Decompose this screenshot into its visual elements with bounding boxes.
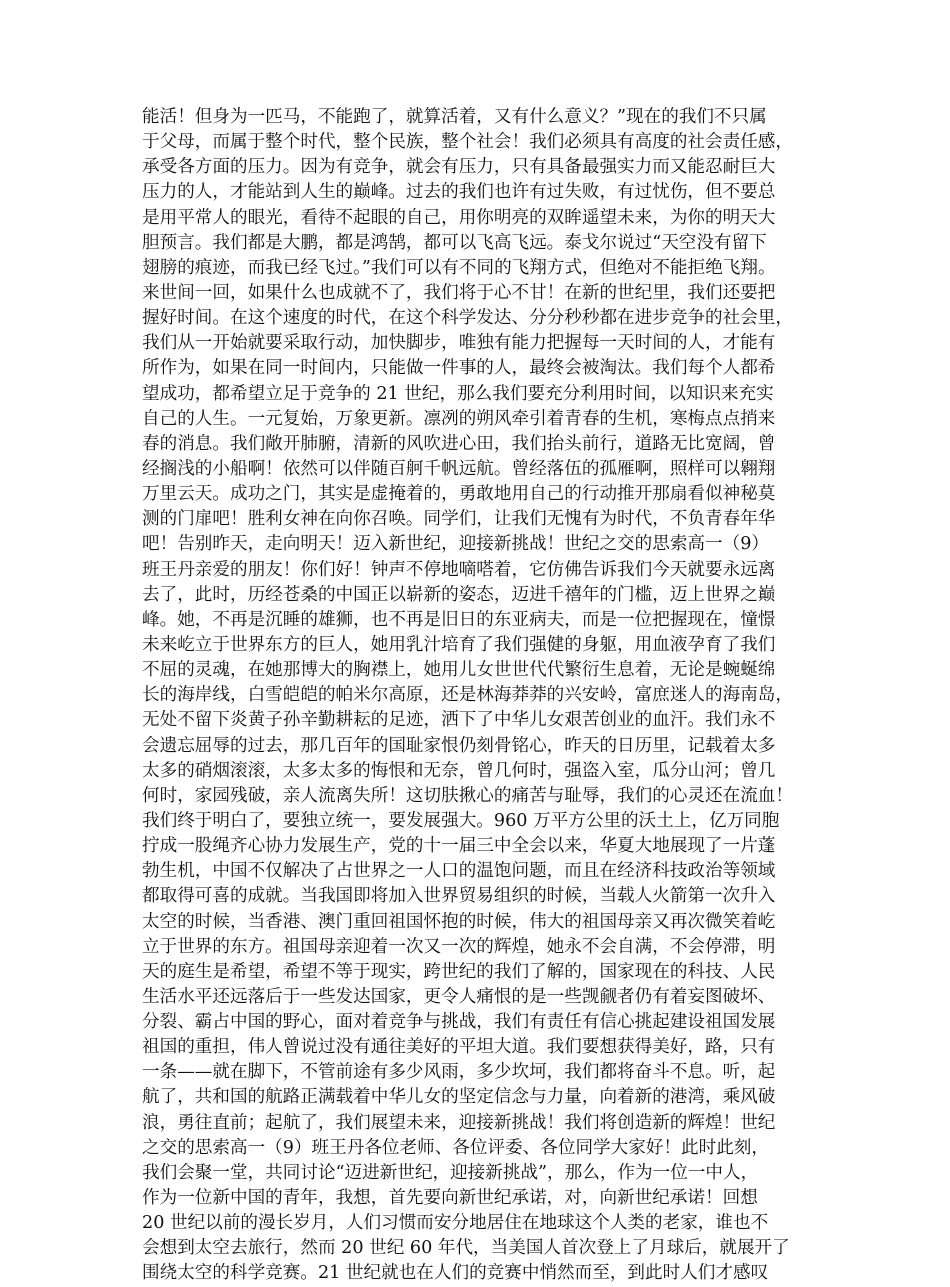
text-line: 吧！告别昨天，走向明天！迈入新世纪，迎接新挑战！世纪之交的思索高一（9） (142, 534, 769, 555)
text-line: 祖国的重担，伟人曾说过没有通往美好的平坦大道。我们要想获得美好，路，只有 (142, 1037, 776, 1058)
text-line: 压力的人，才能站到人生的巅峰。过去的我们也许有过失败，有过忧伤，但不要总 (142, 182, 776, 203)
text-line: 作为一位新中国的青年，我想，首先要向新世纪承诺，对，向新世纪承诺！回想 (142, 1188, 758, 1209)
text-line: 会想到太空去旅行，然而 20 世纪 60 年代，当美国人首次登上了月球后，就展开了 (142, 1238, 790, 1259)
text-line: 立于世界的东方。祖国母亲迎着一次又一次的辉煌，她永不会自满，不会停滞，明 (142, 936, 776, 957)
text-line: 不屈的灵魂，在她那博大的胸襟上，她用儿女世世代代繁衍生息着，无论是蜿蜒绵 (142, 660, 776, 681)
text-line: 长的海岸线，白雪皑皑的帕米尔高原，还是林海莽莽的兴安岭，富庶迷人的海南岛， (142, 685, 793, 706)
text-line: 航了，共和国的航路正满载着中华儿女的坚定信念与力量，向着新的港湾，乘风破 (142, 1087, 776, 1108)
text-line: 分裂、霸占中国的野心，面对着竞争与挑战，我们有责任有信心挑起建设祖国发展 (142, 1012, 776, 1033)
text-line: 会遗忘屈辱的过去，那几百年的国耻家恨仍刻骨铭心，昨天的日历里，记载着太多 (142, 735, 776, 756)
text-line: 之交的思索高一（9）班王丹各位老师、各位评委、各位同学大家好！此时此刻， (142, 1137, 769, 1158)
text-line: 自己的人生。一元复始，万象更新。凛冽的朔风牵引着青春的生机，寒梅点点捎来 (142, 408, 776, 429)
text-line: 能活！但身为一匹马，不能跑了，就算活着，又有什么意义？”现在的我们不只属 (142, 107, 767, 127)
text-line: 生活水平还远落后于一些发达国家，更令人痛恨的是一些觊觎者仍有着妄图破坏、 (142, 986, 776, 1007)
text-line: 经搁浅的小船啊！依然可以伴随百舸千帆远航。曾经落伍的孤雁啊，照样可以翱翔 (142, 458, 776, 479)
text-line: 一条——就在脚下，不管前途有多少风雨，多少坎坷，我们都将奋斗不息。听，起 (142, 1062, 776, 1083)
text-line: 都取得可喜的成就。当我国即将加入世界贸易组织的时候，当载人火箭第一次升入 (142, 886, 776, 907)
text-line: 春的消息。我们敞开肺腑，清新的风吹进心田，我们抬头前行，道路无比宽阔，曾 (142, 433, 776, 454)
text-line: 承受各方面的压力。因为有竞争，就会有压力，只有具备最强实力而又能忍耐巨大 (142, 157, 776, 178)
text-line: 于父母，而属于整个时代，整个民族，整个社会！我们必须具有高度的社会责任感， (142, 132, 793, 153)
text-line: 望成功，都希望立足于竞争的 21 世纪，那么我们要充分利用时间，以知识来充实 (142, 383, 774, 404)
text-line: 万里云天。成功之门，其实是虚掩着的，勇敢地用自己的行动推开那扇看似神秘莫 (142, 484, 776, 505)
text-line: 握好时间。在这个速度的时代，在这个科学发达、分分秒秒都在进步竞争的社会里， (142, 308, 793, 329)
text-line: 所作为，如果在同一时间内，只能做一件事的人，最终会被淘汰。我们每个人都希 (142, 358, 776, 379)
text-line: 拧成一股绳齐心协力发展生产，党的十一届三中全会以来，华夏大地展现了一片蓬 (142, 836, 776, 857)
text-line: 太空的时候，当香港、澳门重回祖国怀抱的时候，伟大的祖国母亲又再次微笑着屹 (142, 911, 776, 932)
text-line: 我们终于明白了，要独立统一，要发展强大。960 万平方公里的沃土上，亿万同胞 (142, 810, 780, 831)
text-line: 围绕太空的科学竞赛。21 世纪就也在人们的竞赛中悄然而至，到此时人们才感叹 (142, 1263, 769, 1284)
text-line: 峰。她，不再是沉睡的雄狮，也不再是旧日的东亚病夫，而是一位把握现在，憧憬 (142, 609, 776, 630)
text-line: 天的庭生是希望，希望不等于现实，跨世纪的我们了解的，国家现在的科技、人民 (142, 961, 776, 982)
text-line: 胆预言。我们都是大鹏，都是鸿鹄，都可以飞高飞远。泰戈尔说过“天空没有留下 (142, 232, 767, 253)
text-line: 测的门扉吧！胜利女神在向你召唤。同学们，让我们无愧有为时代，不负青春年华 (142, 509, 776, 530)
text-line: 20 世纪以前的漫长岁月，人们习惯而安分地居住在地球这个人类的老家，谁也不 (142, 1213, 769, 1234)
text-line: 浪，勇往直前；起航了，我们展望未来，迎接新挑战！我们将创造新的辉煌！世纪 (142, 1112, 776, 1133)
text-line: 我们从一开始就要采取行动，加快脚步，唯独有能力把握每一天时间的人，才能有 (142, 333, 776, 354)
text-line: 是用平常人的眼光，看待不起眼的自己，用你明亮的双眸遥望未来，为你的明天大 (142, 207, 776, 228)
text-line: 班王丹亲爱的朋友！你们好！钟声不停地嘀嗒着，它仿佛告诉我们今天就要永远离 (142, 559, 776, 580)
text-line: 太多的硝烟滚滚，太多太多的悔恨和无奈，曾几何时，强盗入室，瓜分山河；曾几 (142, 760, 776, 781)
text-line: 未来屹立于世界东方的巨人，她用乳汁培育了我们强健的身躯，用血液孕育了我们 (142, 634, 776, 655)
text-line: 无处不留下炎黄子孙辛勤耕耘的足迹，洒下了中华儿女艰苦创业的血汗。我们永不 (142, 710, 776, 731)
text-line: 勃生机，中国不仅解决了占世界之一人口的温饱问题，而且在经济科技政治等领域 (142, 861, 776, 882)
text-line: 翅膀的痕迹，而我已经飞过。”我们可以有不同的飞翔方式，但绝对不能拒绝飞翔。 (142, 257, 776, 278)
text-line: 去了，此时，历经苍桑的中国正以崭新的姿态，迈进千禧年的门槛，迈上世界之巅 (142, 584, 776, 605)
body-text (142, 105, 832, 1287)
text-line: 我们会聚一堂，共同讨论“迈进新世纪，迎接新挑战”，那么，作为一位一中人， (142, 1162, 759, 1183)
text-line: 何时，家园残破，亲人流离失所！这切肤揪心的痛苦与耻辱，我们的心灵还在流血！ (142, 785, 793, 806)
text-line: 来世间一回，如果什么也成就不了，我们将于心不甘！在新的世纪里，我们还要把 (142, 282, 776, 303)
